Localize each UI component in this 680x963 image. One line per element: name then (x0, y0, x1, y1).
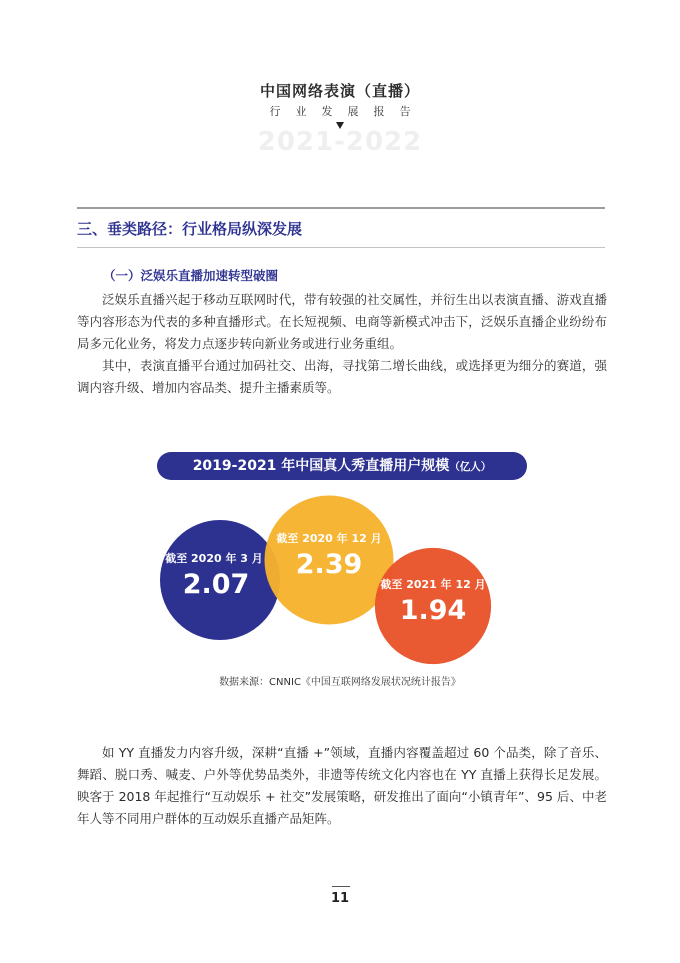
body-text-top (77, 289, 607, 399)
bubble-category-label: 截至 2021 年 12 月 (380, 578, 486, 591)
section-rule-top (77, 207, 605, 209)
report-years: 2021-2022 (257, 127, 423, 157)
page-number: 11 (330, 891, 350, 906)
bubble-category-label: 截至 2020 年 12 月 (276, 532, 382, 545)
bubble-value-label: 2.07 (182, 569, 250, 600)
paragraph-3: 如 YY 直播发力内容升级，深耕“直播 +”领域，直播内容覆盖超过 60 个品类，除了音乐、舞蹈、脱口秀、喊麦、户外等优势品类外，非遗等传统文化内容也在 YY 直播上获得长足发展。映客于 2018 年起推行“互动娱乐 + 社交”发展策略，研发推出了面向“小镇青年”、95 后、中老年人等不同用户群体的互动娱乐直播产品矩阵。 (77, 745, 607, 826)
section-rule-bottom (77, 247, 605, 248)
subsection-title: （一）泛娱乐直播加速转型破圈 (103, 268, 279, 283)
bubble-chart (0, 480, 680, 670)
section-title: 三、垂类路径：行业格局纵深发展 (77, 220, 303, 238)
chart-source: 数据来源：CNNIC《中国互联网络发展状况统计报告》 (219, 677, 461, 688)
bubble-value-label: 2.39 (295, 549, 363, 580)
bubble-category-label: 截至 2020 年 3 月 (165, 552, 263, 565)
report-title: 中国网络表演（直播） (259, 82, 420, 100)
bubble-value-label: 1.94 (399, 595, 467, 626)
chart-unit: （亿人） (449, 461, 492, 473)
page-number-rule (332, 886, 350, 887)
chart-title: 2019-2021 年中国真人秀直播用户规模 (192, 458, 450, 474)
body-text-bottom (77, 742, 607, 830)
report-subtitle: 行业发展报告 (269, 105, 426, 118)
chart-title-banner (157, 452, 527, 480)
paragraph-2: 其中，表演直播平台通过加码社交、出海，寻找第二增长曲线，或选择更为细分的赛道，强调内容升级、增加内容品类、提升主播素质等。 (77, 358, 607, 395)
paragraph-1: 泛娱乐直播兴起于移动互联网时代，带有较强的社交属性，并衍生出以表演直播、游戏直播等内容形态为代表的多种直播形式。在长短视频、电商等新模式冲击下，泛娱乐直播企业纷纷布局多元化业务，将发力点逐步转向新业务或进行业务重组。 (77, 292, 607, 351)
